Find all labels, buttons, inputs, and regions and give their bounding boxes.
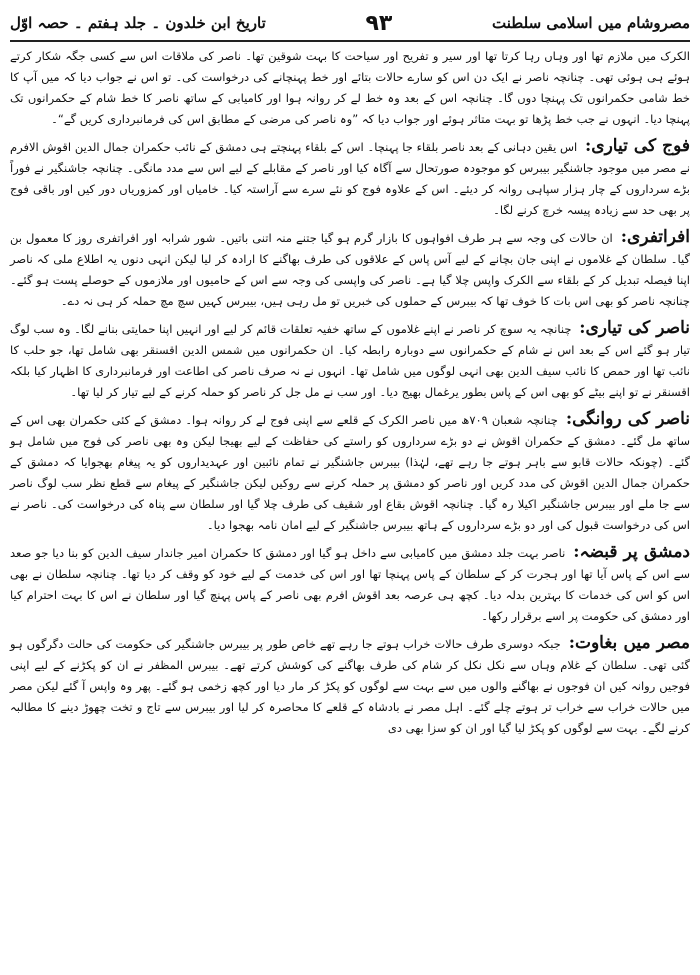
paragraph-text: ناصر بہت جلد دمشق میں کامیابی سے داخل ہو گیا اور دمشق کا حکمران امیر جاندار سیف الدین کو بنا دیا جو صعد سے اس کے پاس آیا تھا اور ہجرت کر کے سلطان کے پاس پہنچا تھا اور اس کی خدمت کے لیے خود کو وقف کر دیا تھا۔ چنانچہ سلطان نے بھی اس کو اس کی خدمات کا بہترین بدلہ دیا۔ کچھ ہی عرصہ بعد اقوش افرم بھی ناصر کے پاس پہنچ گیا اور سلطان نے اس کا بہت احترام کیا اور دمشق کی حکومت پر اسے برقرار رکھا۔ <box>10 546 690 623</box>
section-heading: افراتفری: <box>620 227 690 247</box>
section-heading: مصر میں بغاوت: <box>568 633 691 653</box>
section-heading: دمشق پر قبضہ: <box>573 542 691 562</box>
paragraph-text: ان حالات کی وجہ سے ہر طرف افواہوں کا بازار گرم ہو گیا جتنے منہ اتنی باتیں۔ شور شرابہ اور افراتفری روز کا معمول بن گیا۔ سلطان کے غلاموں نے اپنی جان بچانے کے لیے آس پاس کے علاقوں کی طرف بھاگنے کا ارادہ کر لیا لیکن انہی دنوں یہ اطلاع ملی کہ ناصر اپنا فیصلہ تبدیل کر کے بلقاء سے الکرک واپس چلا گیا ہے۔ ناصر کی واپسی کی وجہ سے اس کے حامیوں اور ملازموں کے حوصلے پست ہو گئے۔ چنانچہ ناصر کو بھی اس بات کا خوف تھا کہ بیبرس کے حملوں کی خبریں تو مل رہی ہیں، بیبرس کہیں سچ مچ حملہ کر ہی نہ دے۔ <box>10 231 690 308</box>
paragraph <box>10 318 690 403</box>
paragraph <box>10 227 690 312</box>
paragraph-text: الکرک میں ملازم تھا اور وہاں رہا کرتا تھا اور سیر و تفریح اور سیاحت کا بہت شوقین تھا۔ ناصر کی ملاقات اس سے کسی جگہ شکار کرتے ہوئے ہی ہوئی تھی۔ چنانچہ ناصر نے ایک دن اس کو سارے حالات بتائے اور خط پہنچانے کی درخواست کی۔ تو اس نے جواب دیا کہ میں آپ کا خط شامی حکمرانوں تک پہنچا دوں گا۔ چنانچہ اس کے بعد وہ خط لے کر روانہ ہوا اور کامیابی کے ساتھ ناصر کا خط شام کے حکمرانوں تک پہنچا دیا۔ انہوں نے جب خط پڑھا تو بہت متاثر ہوئے اور جواب دیا کہ ”وہ ناصر کی مرضی کے مطابق اس کی فرمانبرداری کریں گے“۔ <box>10 49 690 126</box>
paragraph <box>10 136 690 221</box>
paragraph-text: چنانچہ یہ سوچ کر ناصر نے اپنے غلاموں کے ساتھ خفیہ تعلقات قائم کر لیے اور انہیں اپنا حمایتی بنانے لگا۔ وہ سب لوگ تیار ہو گئے اس کے بعد اس نے شام کے حکمرانوں سے دوبارہ رابطہ کیا۔ ان حکمرانوں میں شمس الدین اقسنقر بھی شامل تھا، جو حلب کا نائب تھا اور حمص کا نائب سیف الدین بھی انہی لوگوں میں شامل تھا۔ انہوں نے نہ صرف ناصر کی اطاعت اور فرمانبرداری کا اظہار کیا بلکہ اقسنقر نے تو اپنے بیٹے کو بھی اس کے پاس بطور یرغمال بھیج دیا۔ اور سب نے مل جل کر ناصر کو حملہ کرنے کے لیے تیار کر لیا تھا۔ <box>10 322 690 399</box>
page-body <box>10 46 690 739</box>
section-title: مصروشام میں اسلامی سلطنت <box>492 14 690 32</box>
paragraph <box>10 542 690 627</box>
paragraph <box>10 46 690 130</box>
paragraph <box>10 633 690 739</box>
paragraph-text: اس یقین دہانی کے بعد ناصر بلقاء جا پہنچا۔ اس کے بلقاء پہنچتے ہی دمشق کے نائب حکمران جمال الدین اقوش الافرم نے مصر میں موجود جاشنگیر بیبرس کو موجودہ صورتحال سے آگاہ کیا اور ناصر کے مقابلے کے لیے اس سے مدد مانگی۔ چنانچہ جاشنگیر نے فوراً بڑے سرداروں کے چار ہزار سپاہی روانہ کر دیئے۔ اس کے علاوہ فوج کو نئے سرے سے آراستہ کیا۔ خامیاں اور کمزوریاں دور کیں اور باقی فوج پر بھی حد سے زیادہ پیسہ خرچ کرنے لگا۔ <box>10 140 690 217</box>
section-heading: ناصر کی تیاری: <box>579 318 690 338</box>
book-title: تاریخ ابن خلدون <box>165 14 266 32</box>
header-separator-1: ۔ <box>146 14 161 32</box>
header-separator-2: ۔ <box>68 14 83 32</box>
paragraph-text: جبکہ دوسری طرف حالات خراب ہوتے جا رہے تھے خاص طور پر بیبرس جاشنگیر کی حکومت کی حالت دگرگوں ہو گئی تھی۔ سلطان کے غلام وہاں سے نکل نکل کر شام کی طرف بھاگنے کی کوشش کرتے تھے۔ بیبرس المظفر نے ان کو پکڑنے کے لیے اپنی فوجیں روانہ کیں ان فوجوں نے بھاگنے والوں میں سے بہت سے لوگوں کو پکڑ کر مار دیا اور کچھ زخمی ہو گئے۔ پھر وہ واپس آ گئے لیکن مصر میں حالات خراب سے خراب تر ہوتے چلے گئے۔ اہل مصر نے بادشاہ کے قلعے کا محاصرہ کر لیا اور بیبرس سے تاج و تخت چھوڑ دینے کا مطالبہ کرنے لگے۔ بہت سے لوگوں کو پکڑ لیا گیا اور ان کو سزا بھی دی <box>10 637 690 735</box>
part-label: حصہ اوّل <box>10 14 69 32</box>
paragraph-text: چنانچہ شعبان ۷۰۹ھ میں ناصر الکرک کے قلعے سے اپنی فوج لے کر روانہ ہوا۔ دمشق کے کئی حکمران بھی اس کے ساتھ مل گئے۔ دمشق کے حکمران اقوش نے دو بڑے سرداروں کو راستے کی حفاظت کے لیے بھیجا لیکن وہ بھی ناصر کی فوج میں شامل ہو گئے۔ (چونکہ حالات قابو سے باہر ہوتے جا رہے تھے، لہٰذا) بیبرس جاشنگیر نے تمام نائبین اور عہدیداروں کو یہ پیغام بھجوایا کہ دمشق کے حکمران جمال الدین اقوش کی مدد کریں اور ناصر کو دمشق پر حملہ کرنے سے روکیں لیکن جاشنگیر کے پیغام سے قطع نظر سب لوگ ناصر سے جا ملے اور بیبرس جاشنگیر اکیلا رہ گیا۔ چنانچہ اقوش بقاع اور شقیف کی طرف چلا گیا اور سلطان سے پناہ کی درخواست کی۔ ناصر نے اس کی درخواست قبول کی اور دو بڑے سرداروں کے ہاتھ بیبرس جاشنگیر کے لیے امان نامہ بھجوا دیا۔ <box>10 413 690 532</box>
book-info <box>10 14 266 32</box>
paragraph <box>10 409 690 536</box>
volume-label: جلد ہفتم <box>87 14 147 32</box>
page-header <box>10 6 690 42</box>
section-heading: فوج کی تیاری: <box>585 136 690 156</box>
section-heading: ناصر کی روانگی: <box>565 409 691 429</box>
page-number: ۹۳ <box>365 10 393 36</box>
